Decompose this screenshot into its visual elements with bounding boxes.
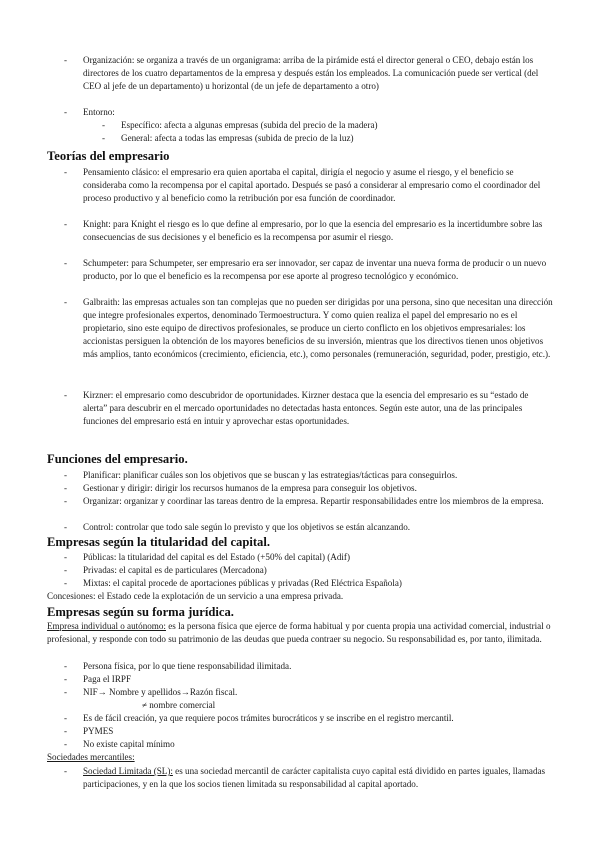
bullet-dash: - <box>64 470 68 480</box>
bullet-dash: - <box>64 496 68 506</box>
bullet-dash: - <box>64 739 68 749</box>
teorias-item-schumpeter: Schumpeter: para Schumpeter, ser empresario era ser innovador, ser capaz de inventar una nueva forma de producir o un nuevo producto, por lo que el beneficio es la recompensa por ese aporte al progreso tecnológico y económico. <box>83 258 547 281</box>
bullet-dash: - <box>64 522 68 532</box>
sl-text: es una sociedad mercantil de carácter capitalista cuyo capital está dividido en partes iguales, llamadas participaciones, y en la que los socios tienen limitada su responsabilidad al capital aportado. <box>83 766 546 789</box>
juridica-item-pymes: PYMES <box>83 726 114 736</box>
bullet-dash: - <box>64 167 68 177</box>
funciones-item-planificar: Planificar: planificar cuáles son los objetivos que se buscan y las estrategias/tácticas para conseguirlos. <box>83 470 458 480</box>
titularidad-item-publicas: Públicas: la titularidad del capital es del Estado (+50% del capital) (Adif) <box>83 552 350 562</box>
bullet-dash: - <box>64 713 68 723</box>
bullet-dash: - <box>64 107 68 117</box>
org-organizacion: Organización: se organiza a través de un organigrama: arriba de la pirámide está el director general o CEO, debajo están los directores de los cuatro departamentos de la empresa y después están los empleados. La comunicación puede ser vertical (del CEO al jefe de un departamento) u horizontal (de un jefe de departamento a otro) <box>83 55 539 91</box>
section-heading-teorias: Teorías del empresario <box>47 149 170 163</box>
funciones-item-gestionar: Gestionar y dirigir: dirigir los recursos humanos de la empresa para conseguir los objetivos. <box>83 483 417 493</box>
teorias-item-galbraith: Galbraith: las empresas actuales son tan complejas que no pueden ser dirigidas por una persona, sino que necesitan una dirección que integre profesionales expertos, denominado Termoestructura. Y como quien realiza el papel del empresario no es el propietario, sino este equipo de directivos profesionales, se produce un cierto conflicto en los objetivos empresariales: los accionistas persiguen la obtención de los mayores beneficios de su inversión, mientras que los directivos tienen unos objetivos más amplios, tanto económicos (crecimiento, eficiencia, etc.), como personales (remuneración, seguridad, poder, prestigio, etc.). <box>83 297 553 359</box>
bullet-dash: - <box>64 483 68 493</box>
bullet-dash: - <box>64 661 68 671</box>
org-especifico: Específico: afecta a algunas empresas (subida del precio de la madera) <box>121 120 378 130</box>
bullet-dash: - <box>64 578 68 588</box>
juridica-individual-paragraph <box>47 620 557 646</box>
section-heading-titularidad: Empresas según la titularidad del capital. <box>47 535 270 549</box>
titularidad-item-privadas: Privadas: el capital es de particulares (Mercadona) <box>83 565 267 575</box>
juridica-item-irpf: Paga el IRPF <box>83 674 131 684</box>
section-heading-funciones: Funciones del empresario. <box>47 452 188 466</box>
teorias-item-clasico: Pensamiento clásico: el empresario era quien aportaba el capital, dirigía el negocio y asume el riesgo, y el beneficio se consideraba como la recompensa por el capital aportado. Después se pasó a considerar al empresario como el coordinador del proceso productivo y al beneficio como la retribución por esa función de coordinador. <box>83 167 541 203</box>
bullet-dash: - <box>64 219 68 229</box>
individual-label: Empresa individual o autónomo: <box>47 621 166 631</box>
bullet-dash: - <box>64 390 68 400</box>
juridica-item-nif: NIF→ Nombre y apellidos→Razón fiscal. <box>83 687 238 697</box>
bullet-dash: - <box>64 687 68 697</box>
bullet-dash: - <box>64 55 68 65</box>
juridica-item-persona-fisica: Persona física, por lo que tiene responsabilidad ilimitada. <box>83 661 292 671</box>
bullet-dash: - <box>64 565 68 575</box>
bullet-dash: - <box>64 552 68 562</box>
bullet-dash: - <box>64 258 68 268</box>
funciones-item-organizar: Organizar: organizar y coordinar las tareas dentro de la empresa. Repartir responsabilidades entre los miembros de la empresa. <box>83 496 544 506</box>
org-entorno: Entorno: <box>83 107 115 117</box>
section-heading-juridica: Empresas según su forma jurídica. <box>47 605 234 619</box>
titularidad-concesiones: Concesiones: el Estado cede la explotación de un servicio a una empresa privada. <box>47 591 344 601</box>
bullet-dash: - <box>102 133 106 143</box>
teorias-item-kirzner: Kirzner: el empresario como descubridor de oportunidades. Kirzner destaca que la esencia del empresario es su “estado de alerta” para descubrir en el mercado oportunidades no detectadas hasta entonces. Según este autor, una de las principales funciones del empresario está en intuir y aprovechar estas oportunidades. <box>83 390 529 426</box>
individual-text: es la persona física que ejerce de forma habitual y por cuenta propia una actividad comercial, industrial o profesional, y responde con todo su patrimonio de las deudas que pueda contraer su negocio. Su responsabilidad es, por tanto, ilimitada. <box>47 621 551 644</box>
juridica-sociedades-label: Sociedades mercantiles: <box>47 752 135 762</box>
teorias-item-knight: Knight: para Knight el riesgo es lo que define al empresario, por lo que la esencia del empresario es la incertidumbre sobre las consecuencias de sus decisiones y el beneficio es la recompensa por asumir el riesgo. <box>83 219 543 242</box>
juridica-sl-paragraph <box>83 765 553 791</box>
sl-label: Sociedad Limitada (SL): <box>83 766 173 776</box>
juridica-item-capital-minimo: No existe capital mínimo <box>83 739 175 749</box>
org-general: General: afecta a todas las empresas (subida de precio de la luz) <box>121 133 354 143</box>
bullet-dash: - <box>102 120 106 130</box>
juridica-item-creacion: Es de fácil creación, ya que requiere pocos trámites burocráticos y se inscribe en el registro mercantil. <box>83 713 454 723</box>
funciones-item-control: Control: controlar que todo sale según lo previsto y que los objetivos se están alcanzando. <box>83 522 411 532</box>
juridica-nombre-comercial: ≠ nombre comercial <box>142 700 216 710</box>
bullet-dash: - <box>64 674 68 684</box>
titularidad-item-mixtas: Mixtas: el capital procede de aportaciones públicas y privadas (Red Eléctrica Española) <box>83 578 402 588</box>
bullet-dash: - <box>64 297 68 307</box>
bullet-dash: - <box>64 726 68 736</box>
bullet-dash: - <box>64 766 68 776</box>
